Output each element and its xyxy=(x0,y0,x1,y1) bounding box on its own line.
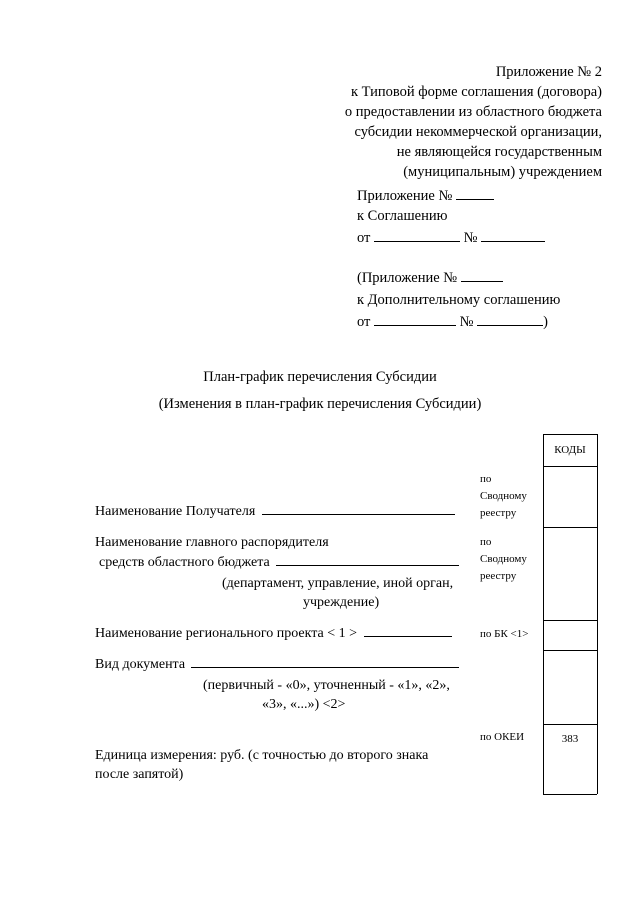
project-code-cell[interactable] xyxy=(544,621,597,649)
manager-hint-line1: (департамент, управление, иной орган, xyxy=(222,576,454,591)
recipient-field[interactable] xyxy=(262,502,455,515)
recipient-row xyxy=(95,502,455,522)
amendment-block xyxy=(357,268,560,332)
code-label-line: реестру xyxy=(480,507,517,519)
manager-label-line2: средств областного бюджета xyxy=(99,555,270,570)
header-line: к Типовой форме соглашения (договора) xyxy=(350,84,602,100)
attachment-block xyxy=(357,186,545,248)
header-line: субсидии некоммерческой организации, xyxy=(354,124,602,140)
project-code-label: по БК <1> xyxy=(480,628,529,640)
codes-table-divider xyxy=(543,724,597,725)
recipient-code-cell[interactable] xyxy=(544,467,597,526)
manager-label-line1: Наименование главного распорядителя xyxy=(95,535,329,550)
header-line: о предоставлении из областного бюджета xyxy=(344,104,602,120)
unit-line2: после запятой) xyxy=(95,767,184,782)
header-line: не являющейся государственным xyxy=(396,144,602,160)
code-label-line: реестру xyxy=(480,570,517,582)
codes-header: КОДЫ xyxy=(554,444,586,456)
amendment-number-sign: № xyxy=(459,314,474,330)
amendment-date-label: от xyxy=(357,314,371,330)
number-field[interactable] xyxy=(481,229,545,242)
manager-code-label xyxy=(480,534,527,585)
project-row xyxy=(95,624,452,644)
recipient-label: Наименование Получателя xyxy=(95,504,256,519)
doctype-hint-line1: (первичный - «0», уточненный - «1», «2», xyxy=(203,678,450,693)
page-subtitle: (Изменения в план-график перечисления Субсидии) xyxy=(158,396,482,412)
page-title: План-график перечисления Субсидии xyxy=(203,369,437,385)
manager-row xyxy=(99,553,459,573)
date-label: от xyxy=(357,230,371,246)
code-label-line: Сводному xyxy=(480,490,527,502)
recipient-code-label xyxy=(480,471,527,522)
header-line: Приложение № 2 xyxy=(495,64,602,80)
okei-code-label: по ОКЕИ xyxy=(480,731,525,743)
doctype-code-cell[interactable] xyxy=(544,651,597,723)
amendment-number-label: (Приложение № xyxy=(357,270,458,286)
manager-code-cell[interactable] xyxy=(544,528,597,619)
manager-field[interactable] xyxy=(276,553,459,566)
agreement-label: к Соглашению xyxy=(357,208,448,224)
amendment-num-field[interactable] xyxy=(477,313,543,326)
number-label: № xyxy=(463,230,478,246)
header-line: (муниципальным) учреждением xyxy=(403,164,602,180)
amendment-number-field[interactable] xyxy=(461,269,503,282)
code-label-line: по xyxy=(480,473,492,485)
doctype-hint-line2: «3», «...») <2> xyxy=(262,697,346,712)
code-label-line: Сводному xyxy=(480,553,527,565)
amendment-date-field[interactable] xyxy=(374,313,456,326)
codes-table-bottom xyxy=(543,794,597,795)
okei-code-value: 383 xyxy=(561,733,579,745)
appendix-header xyxy=(345,62,602,182)
closing-paren: ) xyxy=(543,314,548,330)
doctype-label: Вид документа xyxy=(95,657,186,672)
code-label-line: по xyxy=(480,536,492,548)
doctype-field[interactable] xyxy=(191,655,459,668)
project-label: Наименование регионального проекта < 1 > xyxy=(95,626,358,641)
doctype-row xyxy=(95,655,459,675)
supplementary-agreement-label: к Дополнительному соглашению xyxy=(357,292,561,308)
codes-table-right-border xyxy=(597,434,598,794)
manager-hint-line2: учреждение) xyxy=(303,595,380,610)
codes-table-top xyxy=(543,434,597,435)
date-field[interactable] xyxy=(374,229,460,242)
attachment-number-field[interactable] xyxy=(456,187,494,200)
attachment-number-label: Приложение № xyxy=(357,188,453,204)
project-field[interactable] xyxy=(364,624,452,637)
unit-line1: Единица измерения: руб. (с точностью до второго знака xyxy=(95,748,429,763)
